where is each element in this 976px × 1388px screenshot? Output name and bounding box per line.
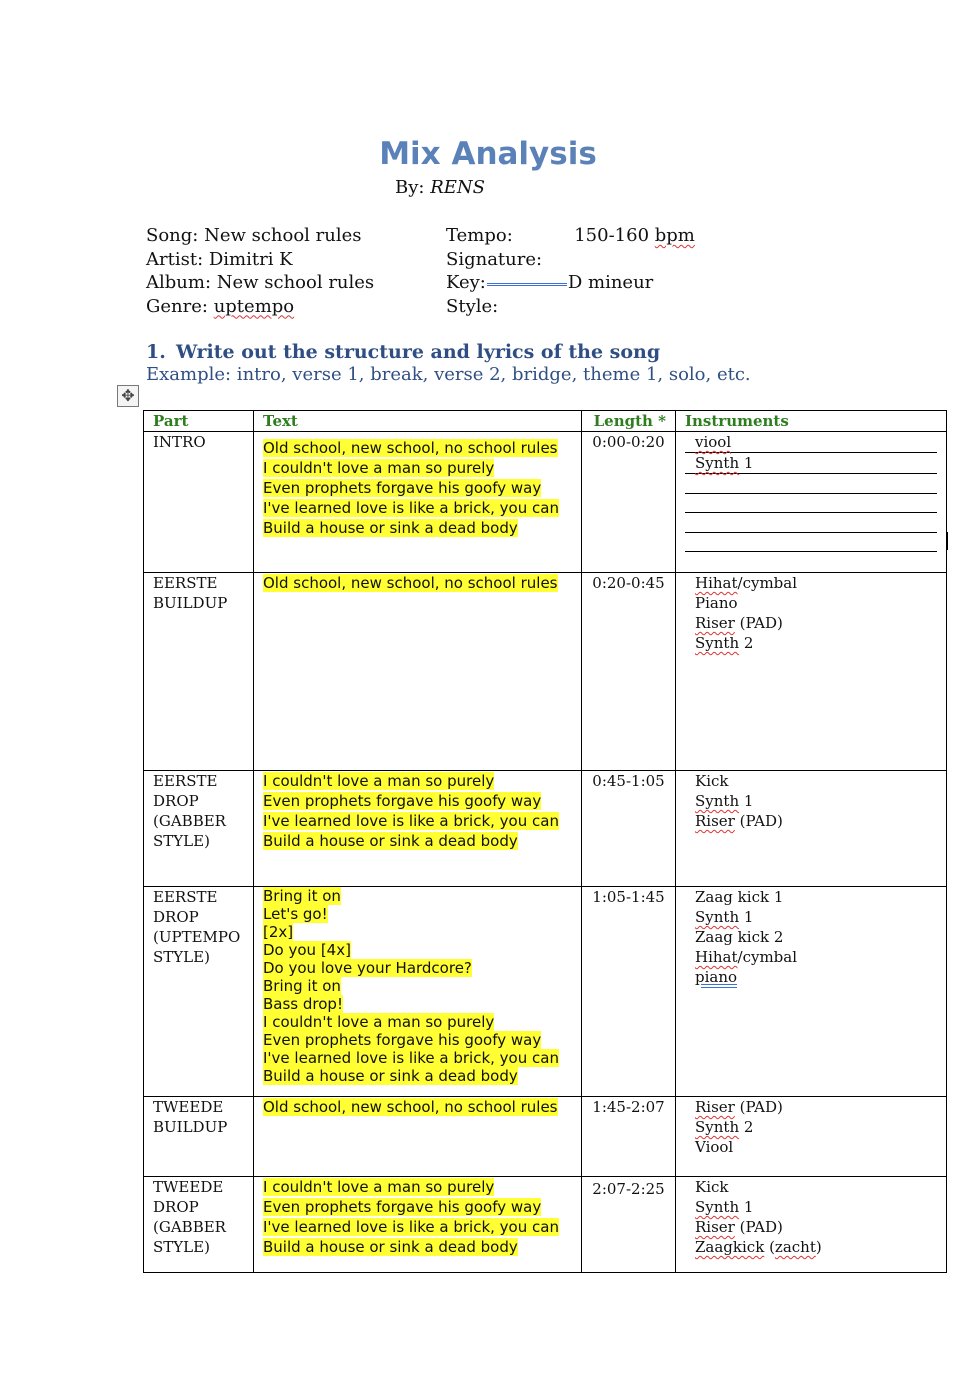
lyric-line: Even prophets forgave his goofy way	[263, 479, 542, 497]
lyric-line: Build a house or sink a dead body	[263, 1067, 518, 1085]
length-cell[interactable]: 0:00-0:20	[582, 432, 676, 573]
album-field: Album: New school rules	[146, 272, 375, 293]
instrument-item: Hihat/cymbal	[695, 574, 798, 592]
part-line: EERSTE	[153, 574, 218, 592]
instruments-cell[interactable]	[676, 573, 947, 771]
key-field	[446, 271, 695, 295]
artist-field: Artist: Dimitri K	[146, 248, 293, 270]
table-row	[144, 573, 947, 771]
tempo-label: Tempo:	[446, 225, 513, 246]
instrument-item[interactable]	[685, 474, 937, 494]
lyric-line: Old school, new school, no school rules	[263, 574, 558, 592]
part-line: BUILDUP	[153, 1118, 228, 1136]
table-header-row	[144, 411, 947, 432]
header-instruments: Instruments	[676, 411, 947, 432]
lyric-line: I couldn't love a man so purely	[263, 772, 495, 790]
key-label: Key:	[446, 272, 486, 293]
lyric-line: Build a house or sink a dead body	[263, 1238, 518, 1256]
tempo-field	[446, 224, 695, 248]
lyrics-cell[interactable]	[254, 1097, 582, 1177]
structure-table	[143, 410, 947, 1273]
key-blank-line	[487, 283, 567, 286]
text-cursor	[947, 532, 948, 550]
instrument-item: Piano	[695, 594, 738, 612]
section-example: Example: intro, verse 1, break, verse 2, bridge, theme 1, solo, etc.	[146, 364, 751, 385]
section-heading-text: Write out the structure and lyrics of the song	[176, 341, 661, 363]
lyric-line: Build a house or sink a dead body	[263, 519, 518, 537]
lyric-line: Even prophets forgave his goofy way	[263, 1031, 542, 1049]
by-label: By:	[395, 177, 425, 198]
header-part: Part	[144, 411, 254, 432]
lyric-line: Bring it on	[263, 887, 341, 905]
lyrics-cell[interactable]	[254, 432, 582, 573]
length-cell[interactable]: 0:45-1:05	[582, 771, 676, 887]
part-cell[interactable]	[144, 432, 254, 573]
lyric-line: I couldn't love a man so purely	[263, 1178, 495, 1196]
lyric-line: Even prophets forgave his goofy way	[263, 792, 542, 810]
genre-label: Genre:	[146, 295, 208, 317]
lyric-line: Do you [4x]	[263, 941, 351, 959]
lyric-line: [2x]	[263, 923, 294, 941]
table-row	[144, 1177, 947, 1273]
instrument-item: Riser (PAD)	[695, 1098, 783, 1116]
table-move-handle-icon[interactable]: ✥	[117, 385, 139, 407]
instrument-item[interactable]	[685, 513, 937, 533]
instrument-item[interactable]	[685, 532, 937, 552]
instrument-item: Kick	[695, 1178, 729, 1196]
part-cell[interactable]	[144, 887, 254, 1097]
instruments-subtable	[685, 432, 937, 571]
instrument-item: Zaag kick 1	[695, 888, 784, 906]
lyric-line: Bring it on	[263, 977, 341, 995]
song-info-right	[446, 224, 695, 318]
instrument-item: Kick	[695, 772, 729, 790]
instrument-item: Synth 1	[695, 792, 754, 810]
style-field: Style:	[446, 295, 499, 317]
table-row	[144, 771, 947, 887]
instrument-item: Synth 2	[695, 634, 754, 652]
lyric-line: Let's go!	[263, 905, 328, 923]
instrument-item[interactable]: Synth 1	[685, 453, 937, 474]
header-text: Text	[254, 411, 582, 432]
part-cell[interactable]	[144, 573, 254, 771]
tempo-value: 150-160	[574, 225, 650, 246]
part-line: DROP	[153, 792, 199, 810]
instrument-item: Synth 1	[695, 1198, 754, 1216]
author-name: RENS	[430, 177, 485, 198]
section-heading	[146, 341, 660, 363]
lyric-line: Old school, new school, no school rules	[263, 1098, 558, 1116]
part-line: TWEEDE	[153, 1098, 224, 1116]
lyrics-cell[interactable]	[254, 1177, 582, 1273]
instruments-cell[interactable]	[676, 771, 947, 887]
instruments-cell[interactable]	[676, 1177, 947, 1273]
table-row	[144, 1097, 947, 1177]
part-line: (GABBER	[153, 1218, 226, 1236]
part-line: BUILDUP	[153, 594, 228, 612]
instrument-item[interactable]	[685, 552, 937, 571]
lyric-line: Old school, new school, no school rules	[263, 439, 558, 457]
instruments-cell[interactable]	[676, 1097, 947, 1177]
instrument-item: Synth 1	[695, 908, 754, 926]
lyric-line: I've learned love is like a brick, you can	[263, 812, 559, 830]
part-cell[interactable]	[144, 1097, 254, 1177]
lyric-line: Bass drop!	[263, 995, 343, 1013]
table-row	[144, 887, 947, 1097]
part-cell[interactable]	[144, 1177, 254, 1273]
lyric-line: I've learned love is like a brick, you can	[263, 499, 559, 517]
lyric-line: I've learned love is like a brick, you can	[263, 1218, 559, 1236]
instrument-item: Riser (PAD)	[695, 1218, 783, 1236]
instrument-item: Synth 2	[695, 1118, 754, 1136]
lyrics-cell[interactable]	[254, 771, 582, 887]
header-length: Length *	[582, 411, 676, 432]
length-cell[interactable]: 1:45-2:07	[582, 1097, 676, 1177]
part-line: STYLE)	[153, 1238, 210, 1256]
lyric-line: I couldn't love a man so purely	[263, 459, 495, 477]
instruments-cell[interactable]	[676, 887, 947, 1097]
lyric-line: I couldn't love a man so purely	[263, 1013, 495, 1031]
part-line: STYLE)	[153, 948, 210, 966]
part-line: TWEEDE	[153, 1178, 224, 1196]
document-title: Mix Analysis	[379, 136, 597, 172]
part-line: INTRO	[153, 433, 206, 451]
instrument-item[interactable]	[685, 493, 937, 513]
signature-field: Signature:	[446, 248, 543, 270]
lyrics-cell[interactable]	[254, 887, 582, 1097]
instruments-cell[interactable]	[676, 432, 947, 573]
instrument-item: Zaag kick 2	[695, 928, 784, 946]
length-cell[interactable]: 2:07-2:25	[582, 1177, 676, 1273]
table-row	[144, 432, 947, 573]
genre-value: uptempo	[213, 295, 295, 317]
instrument-item: Zaagkick (zacht)	[695, 1238, 822, 1256]
instrument-item[interactable]: viool	[685, 432, 937, 453]
part-line: (GABBER	[153, 812, 226, 830]
lyric-line: I've learned love is like a brick, you can	[263, 1049, 559, 1067]
author-line	[395, 177, 485, 198]
instrument-item: Viool	[695, 1138, 734, 1156]
instrument-item: Riser (PAD)	[695, 614, 783, 632]
tempo-unit: bpm	[654, 225, 695, 246]
length-cell[interactable]: 1:05-1:45	[582, 887, 676, 1097]
instrument-item: Riser (PAD)	[695, 812, 783, 830]
lyric-line: Do you love your Hardcore?	[263, 959, 472, 977]
part-line: EERSTE	[153, 772, 218, 790]
part-line: (UPTEMPO	[153, 928, 241, 946]
song-field: Song: New school rules	[146, 225, 362, 246]
lyrics-cell[interactable]	[254, 573, 582, 771]
instrument-item: piano	[695, 968, 738, 986]
key-value: D mineur	[567, 272, 654, 293]
part-line: DROP	[153, 1198, 199, 1216]
part-cell[interactable]	[144, 771, 254, 887]
song-info-left	[146, 224, 374, 318]
instrument-item: Hihat/cymbal	[695, 948, 798, 966]
lyric-line: Build a house or sink a dead body	[263, 832, 518, 850]
lyric-line: Even prophets forgave his goofy way	[263, 1198, 542, 1216]
part-line: EERSTE	[153, 888, 218, 906]
length-cell[interactable]: 0:20-0:45	[582, 573, 676, 771]
section-number: 1.	[146, 341, 166, 363]
genre-field	[146, 295, 374, 319]
part-line: DROP	[153, 908, 199, 926]
part-line: STYLE)	[153, 832, 210, 850]
